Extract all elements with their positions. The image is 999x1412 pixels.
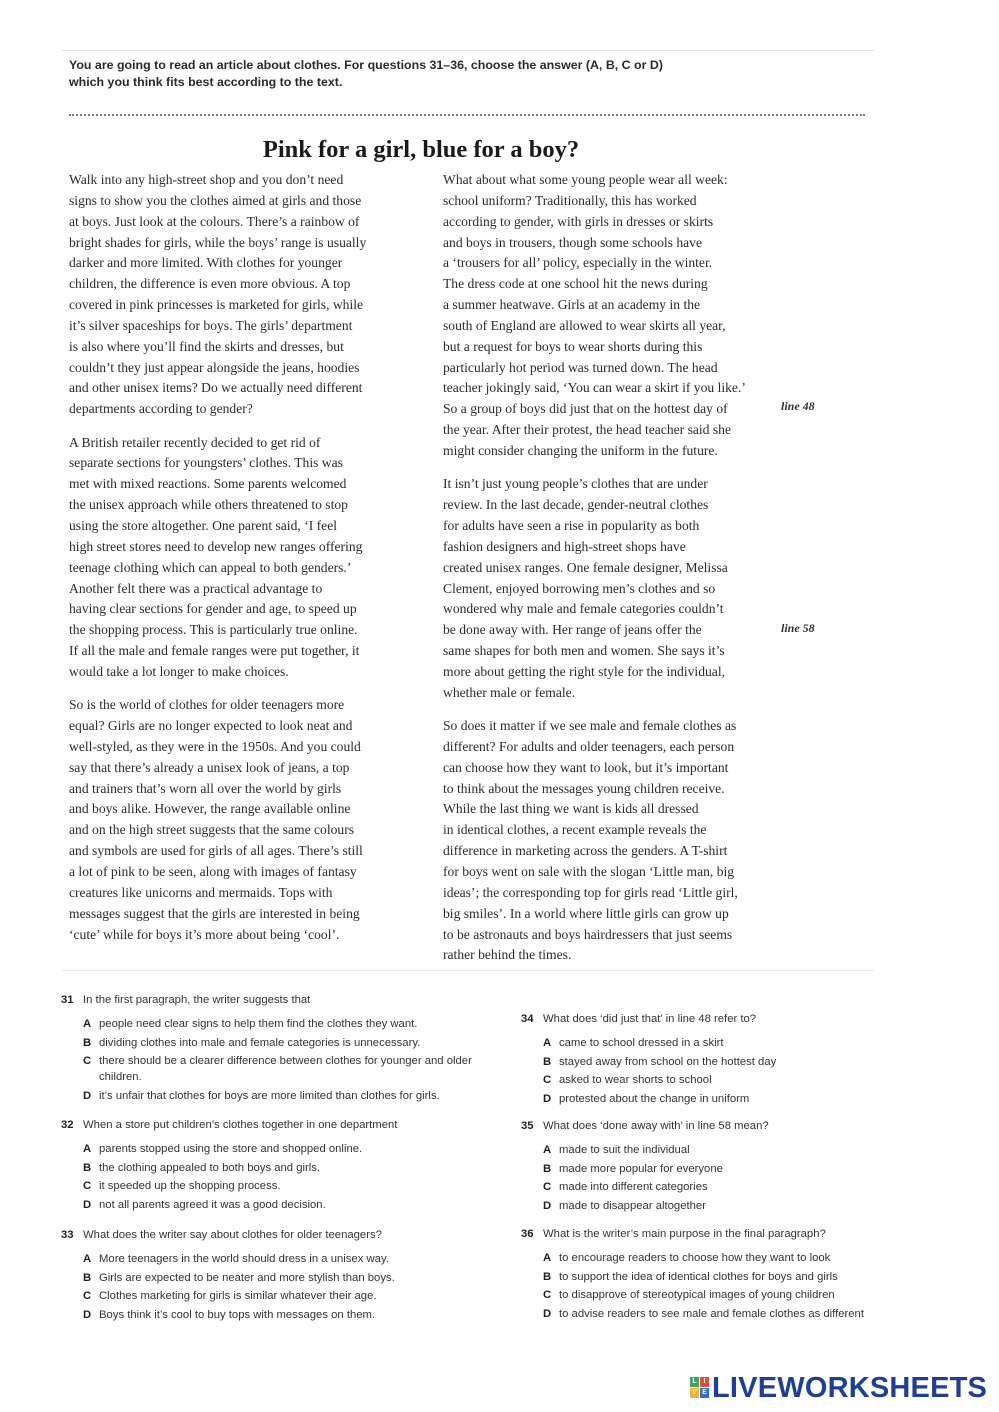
question-text: What does the writer say about clothes for older teenagers?: [83, 1229, 382, 1241]
article-line: Walk into any high-street shop and you don’t need: [69, 172, 344, 187]
option-letter: B: [83, 1161, 92, 1174]
option-letter: D: [543, 1092, 552, 1105]
option-letter: B: [543, 1162, 552, 1175]
article-paragraph: [443, 716, 779, 966]
option-letter: B: [543, 1055, 552, 1068]
option-letter: C: [543, 1181, 552, 1194]
logo-letter: E: [700, 1388, 709, 1398]
article-line: well-styled, as they were in the 1950s. And you could: [69, 738, 361, 754]
article-line: darker and more limited. With clothes for younger: [69, 255, 343, 271]
article-line: the unisex approach while others threatened to stop: [69, 497, 348, 513]
question-36: [521, 1226, 901, 1322]
article-line: can choose how they want to look, but it’s important: [443, 759, 729, 775]
article-line: ‘cute’ while for boys it’s more about being ‘cool’.: [69, 926, 340, 942]
question-number: 31: [61, 994, 74, 1006]
option-text: to encourage readers to choose how they want to look: [559, 1252, 831, 1264]
article-line: different? For adults and older teenagers, each person: [443, 738, 735, 754]
answer-option-d[interactable]: [543, 1091, 901, 1107]
question-stem: [61, 1117, 501, 1133]
logo-mark-icon: [690, 1377, 710, 1399]
article-line: be done away with. Her range of jeans offer the: [443, 622, 702, 638]
article-line: It isn’t just young people’s clothes that are under: [443, 476, 708, 492]
article-line: for boys went on sale with the slogan ‘Little man, big: [443, 864, 735, 879]
article-line: more about getting the right style for the individual,: [443, 663, 726, 679]
article-line: created unisex ranges. One female designer, Melissa: [443, 559, 728, 575]
article-line: Another felt there was a practical advantage to: [69, 580, 323, 596]
question-number: 32: [61, 1119, 74, 1131]
question-33: [61, 1227, 501, 1323]
article-line: using the store altogether. One parent said, ‘I feel: [69, 518, 338, 533]
article-line: big smiles’. In a world where little girls can grow up: [443, 905, 729, 921]
option-letter: D: [83, 1089, 92, 1102]
article-line: teenage clothing which can appeal to both genders.’: [69, 559, 352, 575]
article-line: and trainers that’s worn all over the world by girls: [69, 780, 342, 796]
article-line: having clear sections for gender and age, to speed up: [69, 601, 357, 617]
answer-options: [83, 1016, 501, 1104]
line-reference-48: line 48: [781, 399, 815, 413]
question-text: What is the writer’s main purpose in the final paragraph?: [543, 1228, 826, 1240]
instructions-line: which you think fits best according to the text.: [69, 74, 343, 89]
article-line: the shopping process. This is particularly true online.: [69, 622, 358, 638]
answer-option-b[interactable]: [543, 1269, 901, 1285]
option-letter: B: [543, 1270, 552, 1283]
answer-option-d[interactable]: [543, 1306, 901, 1322]
option-letter: D: [83, 1198, 92, 1211]
option-letter: A: [543, 1037, 552, 1049]
line-reference-58: line 58: [781, 621, 815, 635]
answer-option-a[interactable]: [543, 1142, 901, 1158]
article-line: same shapes for both men and women. She says it’s: [443, 643, 725, 659]
option-letter: A: [83, 1253, 92, 1265]
option-text: the clothing appealed to both boys and girls.: [99, 1161, 321, 1174]
question-stem: [61, 1227, 501, 1243]
article-line: and symbols are used for girls of all ages. There’s still: [69, 843, 363, 859]
option-text: Girls are expected to be neater and more stylish than boys.: [99, 1271, 395, 1284]
paragraph-gap: [443, 462, 779, 475]
answer-options: [83, 1141, 501, 1213]
question-stem: [521, 1226, 901, 1242]
article-line: particularly hot period was turned down. The head: [443, 359, 718, 375]
answer-options: [543, 1035, 901, 1107]
question-34: [521, 1011, 901, 1107]
option-letter: B: [83, 1036, 92, 1049]
answer-option-a[interactable]: [543, 1250, 901, 1266]
article-line: review. In the last decade, gender-neutral clothes: [443, 497, 709, 513]
answer-option-b[interactable]: [543, 1054, 901, 1070]
article-line: but a request for boys to wear shorts during this: [443, 338, 703, 354]
article-line: say that there’s already a unisex look of jeans, a top: [69, 759, 350, 775]
article-line: difference in marketing across the genders. A T-shirt: [443, 843, 728, 859]
article-line: The dress code at one school hit the news during: [443, 276, 708, 292]
answer-option-c[interactable]: [83, 1178, 501, 1194]
question-stem: [521, 1011, 901, 1027]
option-text: made to disappear altogether: [559, 1199, 706, 1212]
article-line: creatures like unicorns and mermaids. Tops with: [69, 884, 333, 900]
option-letter: A: [543, 1144, 552, 1156]
section-divider: [62, 970, 874, 971]
question-number: 34: [521, 1013, 534, 1025]
answer-option-a[interactable]: [83, 1016, 501, 1032]
article-line: rather behind the times.: [443, 947, 572, 963]
article-line: for adults have seen a rise in popularity as both: [443, 518, 700, 533]
logo-letter: V: [690, 1388, 699, 1398]
answer-option-b[interactable]: [83, 1160, 501, 1176]
article-line: at boys. Just look at the colours. There’s a rainbow of: [69, 213, 360, 229]
question-text: In the first paragraph, the writer suggests that: [83, 994, 311, 1006]
question-text: What does ‘did just that’ in line 48 refer to?: [543, 1013, 757, 1025]
answer-option-d[interactable]: [543, 1198, 901, 1214]
article-column-right: [443, 170, 779, 966]
liveworksheets-logo: [690, 1373, 987, 1403]
article-paragraph: [69, 433, 405, 683]
logo-letter: L: [690, 1377, 699, 1387]
question-text: What does ‘done away with’ in line 58 mean?: [543, 1120, 769, 1132]
instructions-line: You are going to read an article about clothes. For questions 31–36, choose the answer (A, B, C or D): [69, 58, 663, 72]
article-line: the year. After their protest, the head teacher said she: [443, 422, 731, 438]
article-line: to think about the messages young children receive.: [443, 780, 725, 796]
answer-option-a[interactable]: [83, 1251, 501, 1267]
question-number: 35: [521, 1120, 534, 1132]
answer-options: [543, 1142, 901, 1214]
option-text: Clothes marketing for girls is similar whatever their age.: [99, 1290, 377, 1303]
option-letter: D: [543, 1307, 552, 1320]
article-line: What about what some young people wear all week:: [443, 172, 728, 187]
article-line: met with mixed reactions. Some parents welcomed: [69, 476, 347, 492]
option-text: not all parents agreed it was a good decision.: [99, 1198, 326, 1211]
answer-option-d[interactable]: [83, 1197, 501, 1213]
article-paragraph: [443, 474, 779, 703]
article-line: So is the world of clothes for older teenagers more: [69, 697, 345, 713]
answer-option-b[interactable]: [83, 1270, 501, 1286]
option-text: Boys think it’s cool to buy tops with messages on them.: [99, 1308, 376, 1321]
article-line: south of England are allowed to wear skirts all year,: [443, 317, 726, 333]
option-text: made to suit the individual: [559, 1144, 690, 1156]
question-stem: [521, 1118, 901, 1134]
option-letter: C: [83, 1290, 92, 1303]
article-line: equal? Girls are no longer expected to look neat and: [69, 718, 353, 734]
article-line: is also where you’ll find the skirts and dresses, but: [69, 338, 344, 354]
article-paragraph: [69, 170, 405, 420]
option-letter: C: [83, 1180, 92, 1193]
article-line: and on the high street suggests that the same colours: [69, 822, 355, 838]
answer-option-c[interactable]: [83, 1053, 501, 1085]
paragraph-gap: [443, 704, 779, 717]
article-line: messages suggest that the girls are interested in being: [69, 905, 360, 921]
article-line: whether male or female.: [443, 684, 576, 700]
question-text: When a store put children’s clothes together in one department: [83, 1119, 398, 1131]
article-line: signs to show you the clothes aimed at girls and those: [69, 192, 362, 208]
article-line: and boys in trousers, though some schools have: [443, 234, 703, 250]
article-line: to be astronauts and boys hairdressers that just seems: [443, 926, 733, 942]
answer-option-a[interactable]: [83, 1141, 501, 1157]
option-text: people need clear signs to help them find the clothes they want.: [99, 1018, 418, 1030]
article-paragraph: [69, 695, 405, 945]
option-text: it speeded up the shopping process.: [99, 1180, 281, 1193]
option-text: parents stopped using the store and shopped online.: [99, 1143, 363, 1155]
option-letter: C: [543, 1074, 552, 1087]
article-line: couldn’t they just appear alongside the jeans, hoodies: [69, 359, 360, 375]
option-text: dividing clothes into male and female categories is unnecessary.: [99, 1036, 421, 1049]
answer-option-c[interactable]: [83, 1288, 501, 1304]
option-text: to support the idea of identical clothes for boys and girls: [559, 1270, 838, 1283]
article-line: a lot of pink to be seen, along with images of fantasy: [69, 864, 357, 879]
article-line: and other unisex items? Do we actually need different: [69, 380, 363, 396]
article-line: separate sections for youngsters’ clothes. This was: [69, 455, 343, 471]
article-line: If all the male and female ranges were put together, it: [69, 643, 360, 659]
option-text: it’s unfair that clothes for boys are more limited than clothes for girls.: [99, 1089, 440, 1102]
article-line: a summer heatwave. Girls at an academy in the: [443, 297, 701, 313]
option-text: there should be a clearer difference between clothes for younger and older children.: [99, 1055, 472, 1084]
question-number: 33: [61, 1229, 74, 1241]
article-line: covered in pink princesses is marketed for girls, while: [69, 297, 364, 313]
article-column-left: [69, 170, 405, 945]
paragraph-gap: [69, 683, 405, 696]
article-line: school uniform? Traditionally, this has worked: [443, 192, 697, 208]
article-line: high street stores need to develop new ranges offering: [69, 538, 363, 554]
article-line: might consider changing the uniform in the future.: [443, 442, 718, 458]
question-number: 36: [521, 1228, 534, 1240]
option-letter: D: [83, 1308, 92, 1321]
option-letter: D: [543, 1199, 552, 1212]
option-text: stayed away from school on the hottest day: [559, 1055, 777, 1068]
article-line: would take a lot longer to make choices.: [69, 663, 289, 679]
article-line: according to gender, with girls in dresses or skirts: [443, 213, 714, 229]
answer-option-a[interactable]: [543, 1035, 901, 1051]
option-text: to advise readers to see male and female clothes as different: [559, 1307, 864, 1320]
option-letter: A: [83, 1018, 92, 1030]
article-line: teacher jokingly said, ‘You can wear a skirt if you like.’: [443, 380, 746, 396]
answer-option-d[interactable]: [83, 1307, 501, 1323]
top-divider: [62, 50, 874, 51]
article-line: a ‘trousers for all’ policy, especially in the winter.: [443, 255, 713, 271]
instructions: [69, 57, 829, 90]
question-stem: [61, 992, 501, 1008]
article-line: So a group of boys did just that on the hottest day of: [443, 401, 728, 417]
article-line: children, the difference is even more obvious. A top: [69, 276, 351, 292]
answer-option-c[interactable]: [543, 1287, 901, 1303]
article-line: Clement, enjoyed borrowing men’s clothes and so: [443, 580, 716, 596]
answer-options: [83, 1251, 501, 1323]
option-letter: A: [83, 1143, 92, 1155]
article-line: it’s silver spaceships for boys. The girls’ department: [69, 317, 353, 333]
answer-option-d[interactable]: [83, 1088, 501, 1104]
answer-option-b[interactable]: [83, 1035, 501, 1051]
question-35: [521, 1118, 901, 1214]
article-line: departments according to gender?: [69, 401, 253, 417]
answer-option-c[interactable]: [543, 1072, 901, 1088]
option-text: made into different categories: [559, 1181, 708, 1194]
article-line: wondered why male and female categories couldn’t: [443, 601, 724, 617]
option-letter: C: [83, 1055, 92, 1068]
option-text: came to school dressed in a skirt: [559, 1037, 724, 1049]
option-text: made more popular for everyone: [559, 1162, 723, 1175]
article-title: Pink for a girl, blue for a boy?: [262, 136, 580, 163]
answer-options: [543, 1250, 901, 1322]
article-line: fashion designers and high-street shops have: [443, 538, 686, 554]
article-paragraph: [443, 170, 779, 462]
question-32: [61, 1117, 501, 1213]
article-line: in identical clothes, a recent example reveals the: [443, 822, 707, 838]
answer-option-b[interactable]: [543, 1161, 901, 1177]
article-line: ideas’; the corresponding top for girls read ‘Little girl,: [443, 884, 738, 900]
option-text: More teenagers in the world should dress in a unisex way.: [99, 1253, 389, 1265]
option-letter: A: [543, 1252, 552, 1264]
option-text: protested about the change in uniform: [559, 1092, 750, 1105]
option-text: asked to wear shorts to school: [559, 1074, 712, 1087]
question-31: [61, 992, 501, 1104]
option-text: to disapprove of stereotypical images of young children: [559, 1289, 835, 1302]
answer-option-c[interactable]: [543, 1179, 901, 1195]
article-line: and boys alike. However, the range available online: [69, 801, 351, 817]
article-line: bright shades for girls, while the boys’ range is usually: [69, 234, 367, 250]
option-letter: B: [83, 1271, 92, 1284]
dotted-divider: [69, 114, 865, 116]
article-line: A British retailer recently decided to get rid of: [69, 434, 321, 450]
logo-text: LIVEWORKSHEETS: [712, 1371, 988, 1404]
option-letter: C: [543, 1289, 552, 1302]
logo-letter: I: [700, 1377, 709, 1387]
paragraph-gap: [69, 420, 405, 433]
article-line: So does it matter if we see male and female clothes as: [443, 718, 737, 734]
article-line: While the last thing we want is kids all dressed: [443, 801, 699, 817]
